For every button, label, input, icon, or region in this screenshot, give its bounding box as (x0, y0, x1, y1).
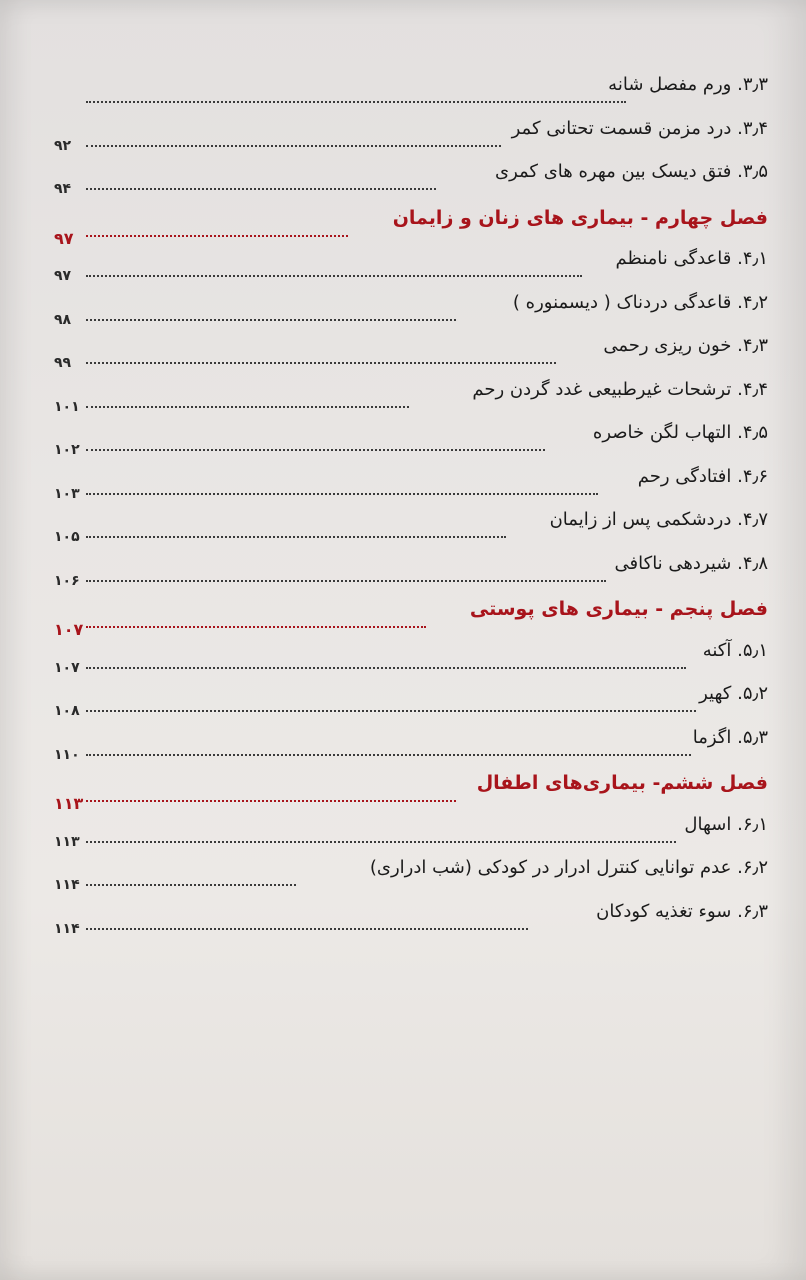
entry-title: ۶٫۳. سوء تغذیه کودکان (596, 900, 768, 922)
toc-entry (40, 373, 770, 417)
toc-chapter (40, 199, 770, 248)
toc-entry (40, 503, 770, 547)
toc-entry (40, 155, 770, 199)
page-number: ۹۷ (54, 228, 74, 248)
dot-leader (86, 362, 556, 364)
page-number: ۱۰۳ (54, 485, 80, 502)
dot-leader (86, 449, 545, 451)
dot-leader (86, 188, 436, 190)
entry-title: ۶٫۱. اسهال (684, 813, 768, 835)
entry-title: ۴٫۷. دردشکمی پس از زایمان (549, 509, 768, 530)
entry-title: ۴٫۸. شیردهی ناکافی (614, 552, 768, 574)
page-number: ۹۴ (54, 181, 72, 197)
dot-leader (86, 406, 409, 408)
entry-title: ۳٫۵. فتق دیسک بین مهره های کمری (495, 161, 768, 182)
dot-leader (86, 235, 348, 237)
entry-title: ۴٫۲. قاعدگی دردناک ( دیسمنوره ) (512, 291, 768, 313)
dot-leader (86, 319, 456, 321)
page-number: ۱۰۷ (54, 620, 84, 639)
page-number: ۱۱۳ (54, 833, 80, 850)
page-number: ۱۰۷ (54, 659, 80, 676)
toc-entry (40, 895, 770, 939)
toc-entry (40, 242, 770, 286)
page-number: ۱۰۸ (54, 703, 80, 719)
toc-entry (40, 851, 770, 895)
dot-leader (86, 841, 676, 843)
dot-leader (86, 884, 296, 886)
page-number: ۱۰۱ (54, 398, 80, 415)
entry-title: ۳٫۴. درد مزمن قسمت تحتانی کمر (511, 117, 768, 139)
page-number: ۹۹ (54, 355, 72, 371)
dot-leader (86, 928, 528, 930)
page-number: ۱۰۶ (54, 572, 80, 589)
toc-chapter (40, 590, 770, 639)
entry-title: ۵٫۳. اگزما (692, 726, 768, 748)
toc-entry (40, 286, 770, 330)
dot-leader (86, 580, 606, 582)
dot-leader (86, 275, 582, 277)
entry-title: ۵٫۲. کهیر (699, 683, 768, 704)
chapter-title: فصل پنجم - بیماری های پوستی (469, 598, 768, 620)
toc-entry (40, 460, 770, 504)
page-number: ۱۰۲ (54, 442, 80, 458)
page-number: ۱۱۴ (54, 877, 80, 893)
toc-entry (40, 112, 770, 156)
toc-chapter (40, 764, 770, 813)
page-number: ۱۱۳ (54, 794, 84, 813)
toc-entry (40, 808, 770, 852)
dot-leader (86, 145, 501, 147)
page-number: ۹۲ (54, 137, 72, 154)
dot-leader (86, 536, 506, 538)
toc-entry (40, 329, 770, 373)
dot-leader (86, 101, 626, 103)
entry-title: ۴٫۵. التهاب لگن خاصره (592, 422, 768, 443)
chapter-title: فصل چهارم - بیماری های زنان و زایمان (392, 206, 768, 229)
dot-leader (86, 626, 426, 628)
chapter-title: فصل ششم- بیماری‌های اطفال (476, 772, 768, 794)
table-of-contents (40, 68, 770, 938)
page-number: ۹۷ (54, 268, 72, 284)
entry-title: ۵٫۱. آکنه (702, 639, 768, 661)
toc-entry (40, 721, 770, 765)
page-number: ۱۰۵ (54, 529, 80, 545)
dot-leader (86, 493, 598, 495)
entry-title: ۴٫۴. ترشحات غیرطبیعی غدد گردن رحم (472, 378, 768, 400)
entry-title: ۴٫۱. قاعدگی نامنظم (615, 248, 768, 269)
entry-title: ۴٫۶. افتادگی رحم (637, 465, 768, 487)
page-number: ۱۱۰ (54, 746, 80, 763)
toc-entry (40, 634, 770, 678)
entry-title: ۴٫۳. خون ریزی رحمی (603, 335, 768, 356)
dot-leader (86, 667, 686, 669)
page-number: ۱۱۴ (54, 920, 80, 937)
toc-entry (40, 547, 770, 591)
page-number: ۹۸ (54, 311, 72, 328)
toc-entry (40, 677, 770, 721)
toc-entry (40, 68, 770, 112)
dot-leader (86, 710, 696, 712)
entry-title: ۳٫۳. ورم مفصل شانه (608, 74, 768, 95)
dot-leader (86, 800, 456, 802)
dot-leader (86, 754, 691, 756)
entry-title: ۶٫۲. عدم توانایی کنترل ادرار در کودکی (شب ادراری) (369, 857, 768, 878)
toc-entry (40, 416, 770, 460)
